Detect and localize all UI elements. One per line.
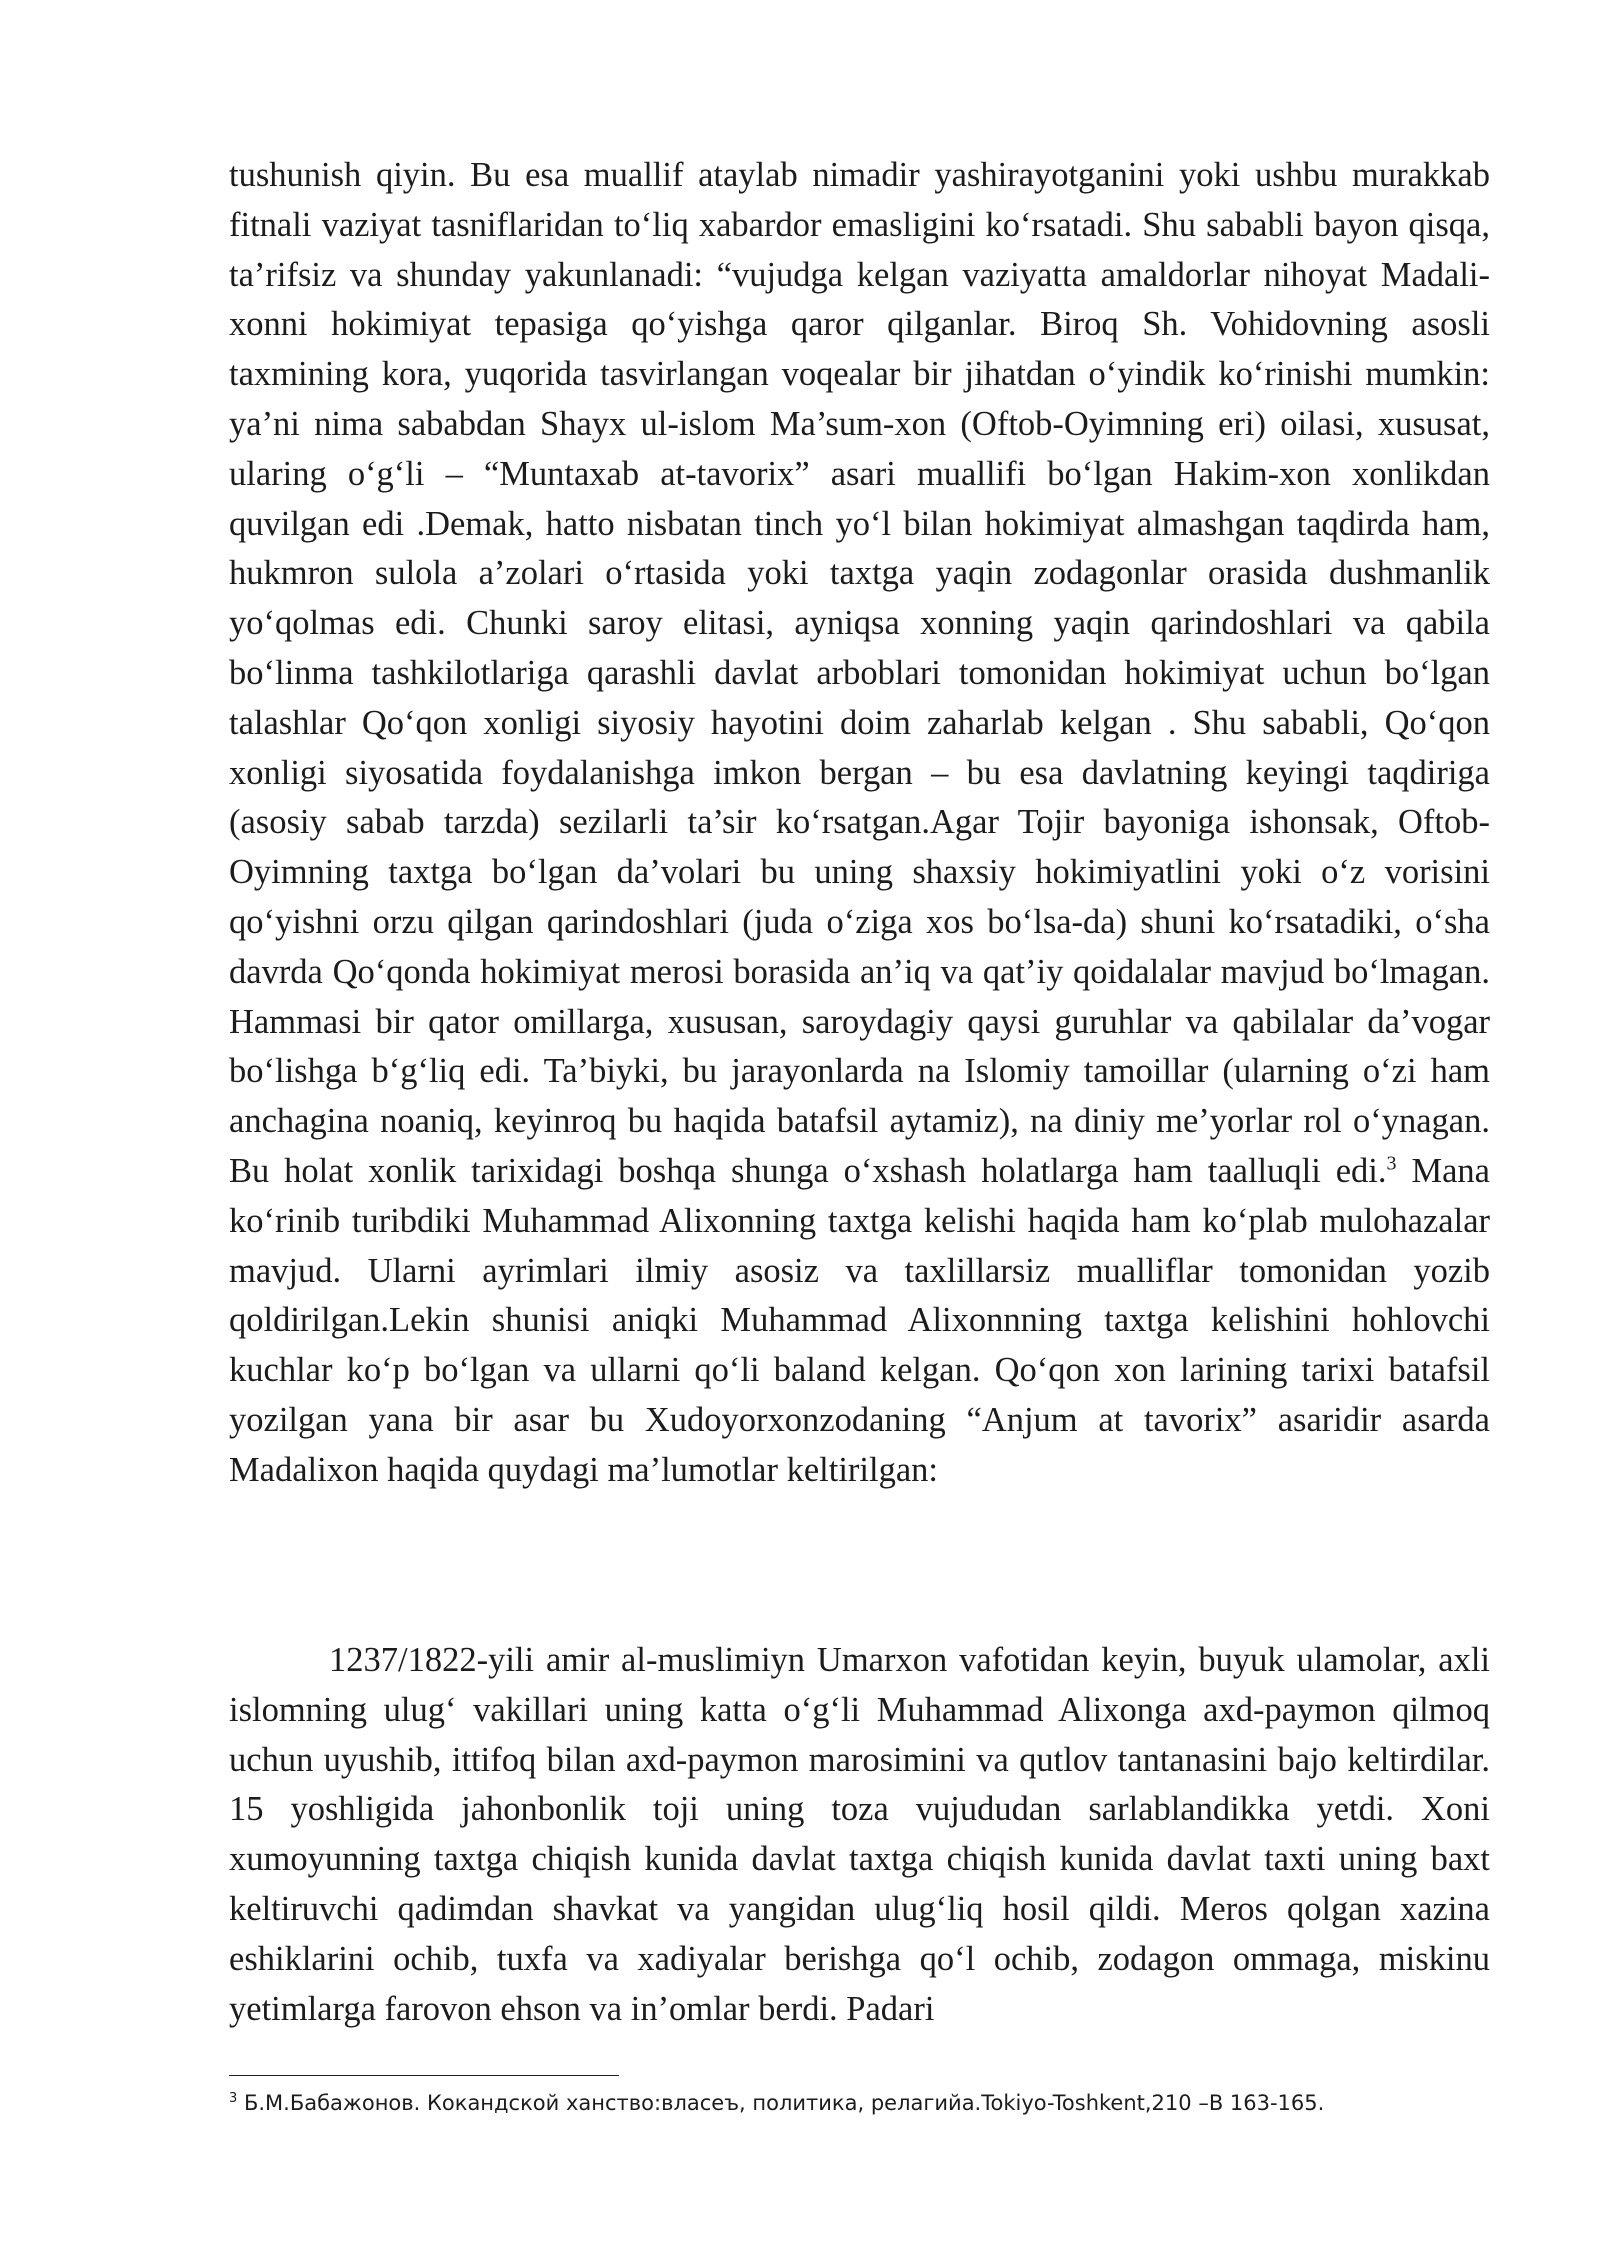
footnote-text: Б.М.Бабажонов. Кокандской ханство:власеъ, политика, релагийа.Tokiyo-Toshkent,210 –В 163-165. [237, 2091, 1325, 2115]
body-paragraph-1 [229, 151, 1490, 1496]
body-paragraph-2 [229, 1636, 1490, 2034]
quoted-paragraph-text: 1237/1822-yili amir al-muslimiyn Umarxon vafotidan keyin, buyuk ulamolar, axli islomning ulug‘ vakillari uning katta o‘g‘li Muhammad Alixonga axd-paymon qilmoq uchun uyushib, ittifoq bilan axd-paymon marosimini va qutlov tantanasini bajo keltirdilar. 15 yoshligida jahonbonlik toji uning toza vujududan sarlablandikka yetdi. Xoni xumoyunning taxtga chiqish kunida davlat taxtga chiqish kunida davlat taxti uning baxt keltiruvchi qadimdan shavkat va yangidan ulug‘liq hosil qildi. Meros qolgan xazina eshiklarini ochib, tuxfa va xadiyalar berishga qo‘l ochib, zodagon ommaga, miskinu yetimlarga farovon ehson va in’omlar berdi. Padari [229, 1641, 1490, 2028]
paragraph-text-after-footnote: Mana ko‘rinib turibdiki Muhammad Alixonning taxtga kelishi haqida ham ko‘plab mulohazalar mavjud. Ularni ayrimlari ilmiy asosiz va taxlillarsiz mualliflar tomonidan yozib qoldirilgan.Lekin shunisi aniqki Muhammad Alixonnning taxtga kelishini hohlovchi kuchlar ko‘p bo‘lgan va ullarni qo‘li baland kelgan. Qo‘qon xon larining tarixi batafsil yozilgan yana bir asar bu Xudoyorxonzodaning “Anjum at tavorix” asaridir asarda Madalixon haqida quydagi ma’lumotlar keltirilgan: [229, 1151, 1490, 1489]
footnote-number: 3 [229, 2091, 238, 2106]
paragraph-text-before-footnote: tushunish qiyin. Bu esa muallif ataylab nimadir yashirayotganini yoki ushbu murakkab fitnali vaziyat tasniflaridan to‘liq xabardor emasligini ko‘rsatadi. Shu sababli bayon qisqa, ta’rifsiz va shunday yakunlanadi: “vujudga kelgan vaziyatta amaldorlar nihoyat Madali-xonni hokimiyat tepasiga qo‘yishga qaror qilganlar. Biroq Sh. Vohidovning asosli taxmining kora, yuqorida tasvirlangan voqealar bir jihatdan o‘yindik ko‘rinishi mumkin: ya’ni nima sababdan Shayx ul-islom Ma’sum-xon (Oftob-Oyimning eri) oilasi, xususat, ularing o‘g‘li – “Muntaxab at-tavorix” asari muallifi bo‘lgan Hakim-xon xonlikdan quvilgan edi .Demak, hatto nisbatan tinch yo‘l bilan hokimiyat almashgan taqdirda ham, hukmron sulola a’zolari o‘rtasida yoki taxtga yaqin zodagonlar orasida dushmanlik yo‘qolmas edi. Chunki saroy elitasi, ayniqsa xonning yaqin qarindoshlari va qabila bo‘linma tashkilotlariga qarashli davlat arboblari tomonidan hokimiyat uchun bo‘lgan talashlar Qo‘qon xonligi siyosiy hayotini doim zaharlab kelgan . Shu sababli, Qo‘qon xonligi siyosatida foydalanishga imkon bergan – bu esa davlatning keyingi taqdiriga (asosiy sabab tarzda) sezilarli ta’sir ko‘rsatgan.Agar Tojir bayoniga ishonsak, Oftob-Oyimning taxtga bo‘lgan da’volari bu uning shaxsiy hokimiyatlini yoki o‘z vorisini qo‘yishni orzu qilgan qarindoshlari (juda o‘ziga xos bo‘lsa-da) shuni ko‘rsatadiki, o‘sha davrda Qo‘qonda hokimiyat merosi borasida an’iq va qat’iy qoidalalar mavjud bo‘lmagan. Hammasi bir qator omillarga, xususan, saroydagiy qaysi guruhlar va qabilalar da’vogar bo‘lishga b‘g‘liq edi. Ta’biyki, bu jarayonlarda na Islomiy tamoillar (ularning o‘zi ham anchagina noaniq, keyinroq bu haqida batafsil aytamiz), na diniy me’yorlar rol o‘ynagan. Bu holat xonlik tarixidagi boshqa shunga o‘xshash holatlarga ham taalluqli edi. [229, 156, 1490, 1190]
footnote-separator [229, 2075, 619, 2076]
footnote [229, 2088, 1490, 2118]
footnote-reference[interactable]: 3 [1386, 1152, 1397, 1175]
